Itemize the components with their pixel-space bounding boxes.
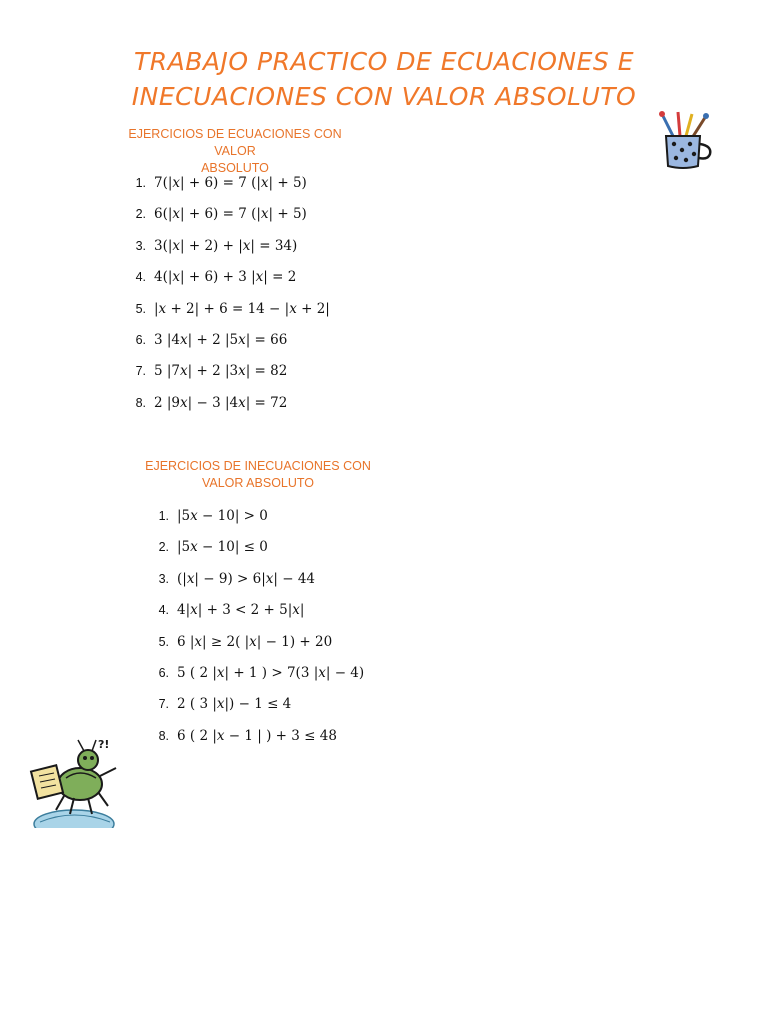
- item-number: 7.: [158, 697, 169, 712]
- item-number: 2.: [158, 540, 169, 555]
- heading-line: VALOR ABSOLUTO: [201, 476, 315, 490]
- equation: 5 |7𝑥| + 2 |3𝑥| = 82: [154, 363, 288, 380]
- equation: 4(|𝑥| + 6) + 3 |𝑥| = 2: [154, 269, 297, 286]
- inequation: 5 ( 2 |𝑥| + 1 ) > 7(3 |𝑥| − 4): [177, 664, 365, 681]
- item-number: 3.: [135, 238, 146, 253]
- equation: |𝑥 + 2| + 6 = 14 − |𝑥 + 2|: [154, 300, 330, 317]
- inequation: |5𝑥 − 10| ≤ 0: [177, 539, 268, 556]
- equation: 3(|𝑥| + 2) + |𝑥| = 34): [154, 237, 298, 254]
- item-number: 2.: [135, 207, 146, 222]
- item-number: 1.: [158, 509, 169, 523]
- item-number: 8.: [158, 728, 169, 743]
- heading-line: EJERCICIOS DE ECUACIONES CON VALOR: [128, 127, 342, 158]
- equation: 2 |9𝑥| − 3 |4𝑥| = 72: [154, 394, 288, 411]
- section-heading-ecuaciones: [110, 126, 360, 177]
- heading-line: EJERCICIOS DE INECUACIONES CON: [145, 459, 371, 473]
- svg-text:?!: ?!: [98, 738, 110, 751]
- bug-reading-clipart-icon: [26, 738, 122, 828]
- item-number: 5.: [158, 634, 169, 649]
- inequation: 4|𝑥| + 3 < 2 + 5|𝑥|: [177, 602, 305, 619]
- equation: 7(|𝑥| + 6) = 7 (|𝑥| + 5): [154, 175, 307, 191]
- inequation: 2 ( 3 |𝑥|) − 1 ≤ 4: [177, 696, 292, 713]
- inequation: (|𝑥| − 9) > 6|𝑥| − 44: [177, 570, 315, 587]
- item-number: 1.: [135, 176, 146, 190]
- equation: 6(|𝑥| + 6) = 7 (|𝑥| + 5): [154, 206, 307, 223]
- pencil-cup-clipart-icon: [654, 108, 718, 172]
- item-number: 7.: [135, 364, 146, 379]
- inequation: 6 ( 2 |𝑥 − 1 | ) + 3 ≤ 48: [177, 727, 337, 744]
- equation: 3 |4𝑥| + 2 |5𝑥| = 66: [154, 331, 288, 348]
- item-number: 3.: [158, 571, 169, 586]
- inequation: |5𝑥 − 10| > 0: [177, 508, 268, 524]
- inequation: 6 |𝑥| ≥ 2( |𝑥| − 1) + 20: [177, 633, 333, 650]
- item-number: 6.: [158, 665, 169, 680]
- section-heading-inecuaciones: [140, 458, 376, 492]
- page-title: [0, 44, 768, 114]
- title-line-2: INECUACIONES CON VALOR ABSOLUTO: [131, 82, 637, 111]
- item-number: 4.: [135, 270, 146, 285]
- title-line-1: TRABAJO PRACTICO DE ECUACIONES E: [134, 47, 634, 76]
- item-number: 4.: [158, 603, 169, 618]
- item-number: 8.: [135, 395, 146, 410]
- item-number: 6.: [135, 332, 146, 347]
- item-number: 5.: [135, 301, 146, 316]
- heading-line: ABSOLUTO: [201, 161, 269, 175]
